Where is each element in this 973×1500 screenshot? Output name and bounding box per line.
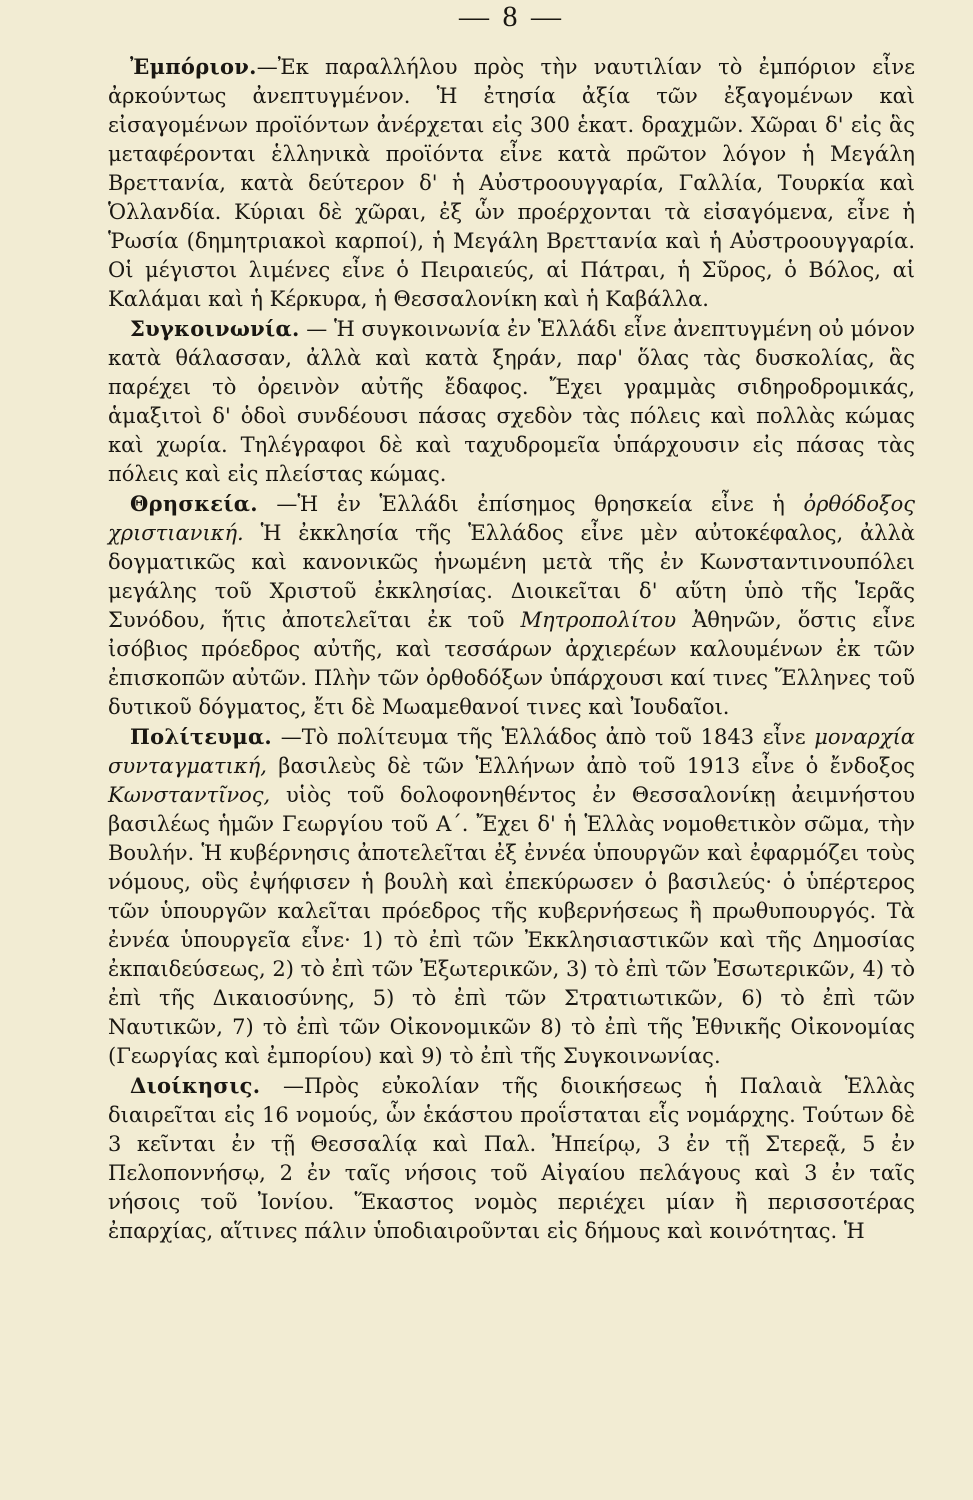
heading-dash: — — [276, 492, 298, 516]
section-body-part: Τὸ πολίτευμα τῆς Ἑλλάδος ἀπὸ τοῦ 1843 εἶνε — [301, 725, 815, 749]
emphasis-text: μοναρχία συνταγματική, — [108, 725, 915, 778]
section-heading: Θρησκεία. — [130, 491, 258, 516]
section-body-part: Ἀθηνῶν, ὅστις εἶνε ἰσόβιος πρόεδρος αὐτῆς, καὶ τεσσάρων ἀρχιερέων καλουμένων ἐκ τῶν ἐπισκοπῶν αὐτῶν. Πλὴν τῶν ὀρθοδόξων ὑπάρχουσι καί τινες Ἕλληνες τοῦ δυτικοῦ δόγματος, ἔτι δὲ Μωαμεθανοί τινες καὶ Ἰουδαῖοι. — [108, 608, 915, 719]
section-body-part: υἱὸς τοῦ δολοφονηθέντος ἐν Θεσσαλονίκῃ ἀειμνήστου βασιλέως ἡμῶν Γεωργίου τοῦ Α΄. Ἔχει δ' ἡ Ἑλλὰς νομοθετικὸν σῶμα, τὴν Βουλήν. Ἡ κυβέρνησις ἀποτελεῖται ἐξ ἐννέα ὑπουργῶν καὶ ἐφαρμόζει τοὺς νόμους, οὓς ἐψήφισεν ἡ βουλὴ καὶ ἐπεκύρωσεν ὁ βασιλεύς· ὁ ὑπέρτερος τῶν ὑπουργῶν καλεῖται πρόεδρος τῆς κυβερνήσεως ἢ πρωθυπουργός. Τὰ ἐννέα ὑπουργεῖα εἶνε· 1) τὸ ἐπὶ τῶν Ἐκκλησιαστικῶν καὶ τῆς Δημοσίας ἐκπαιδεύσεως, 2) τὸ ἐπὶ τῶν Ἐξωτερικῶν, 3) τὸ ἐπὶ τῶν Ἐσωτερικῶν, 4) τὸ ἐπὶ τῆς Δικαιοσύνης, 5) τὸ ἐπὶ τῶν Στρατιωτικῶν, 6) τὸ ἐπὶ τῶν Ναυτικῶν, 7) τὸ ἐπὶ τῶν Οἰκονομικῶν 8) τὸ ἐπὶ τῆς Ἐθνικῆς Οἰκονομίας (Γεωργίας καὶ ἐμπορίου) καὶ 9) τὸ ἐπὶ τῆς Συγκοινωνίας. — [108, 783, 915, 1068]
section-heading: Συγκοινωνία. — [130, 316, 300, 341]
heading-dash: — — [306, 317, 328, 341]
section-body-part: Ἡ ἐκκλησία τῆς Ἑλλάδος εἶνε μὲν αὐτοκέφαλος, ἀλλὰ δογματικῶς καὶ κανονικῶς ἡνωμένη μετὰ τῆς ἐν Κωνσταντινουπόλει μεγάλης τοῦ Χριστοῦ ἐκκλησίας. Διοικεῖται δ' αὕτη ὑπὸ τῆς Ἱερᾶς Συνόδου, ἥτις ἀποτελεῖται ἐκ τοῦ — [108, 521, 915, 632]
emphasis-text: Μητροπολίτου — [520, 608, 677, 632]
section-body-part: βασιλεὺς δὲ τῶν Ἑλλήνων ἀπὸ τοῦ 1913 εἶνε ὁ ἔνδοξος — [266, 754, 915, 778]
section-body: Ἐκ παραλλήλου πρὸς τὴν ναυτιλίαν τὸ ἐμπόριον εἶνε ἀρκούντως ἀνεπτυγμένον. Ἡ ἐτησία ἀξία τῶν ἐξαγομένων καὶ εἰσαγομένων προϊόντων ἀνέρχεται εἰς 300 ἑκατ. δραχμῶν. Χῶραι δ' εἰς ἃς μεταφέρονται ἑλληνικὰ προϊόντα εἶνε κατὰ πρῶτον λόγον ἡ Μεγάλη Βρεττανία, κατὰ δεύτερον δ' ἡ Αὐστροουγγαρία, Γαλλία, Τουρκία καὶ Ὁλλανδία. Κύριαι δὲ χῶραι, ἐξ ὧν προέρχονται τὰ εἰσαγόμενα, εἶνε ἡ Ῥωσία (δημητριακοὶ καρποί), ἡ Μεγάλη Βρεττανία καὶ ἡ Αὐστροουγγαρία. Οἱ μέγιστοι λιμένες εἶνε ὁ Πειραιεύς, αἱ Πάτραι, ἡ Σῦρος, ὁ Βόλος, αἱ Καλάμαι καὶ ἡ Κέρκυρα, ἡ Θεσσαλονίκη καὶ ἡ Καβάλλα. — [108, 55, 915, 311]
heading-dash: — — [256, 55, 278, 79]
section-emporion — [108, 52, 915, 314]
emphasis-text: ὀρθόδοξος χριστιανική. — [108, 492, 915, 545]
emphasis-text: Κωνσταντῖνος, — [108, 783, 271, 807]
section-heading: Διοίκησις. — [130, 1073, 261, 1098]
section-body-part: Ἡ ἐν Ἑλλάδι ἐπίσημος θρησκεία εἶνε ἡ — [297, 492, 804, 516]
section-threskeia — [108, 489, 915, 722]
section-dioikesis — [108, 1071, 915, 1246]
page-number: — 8 — — [459, 0, 564, 33]
section-body: Ἡ συγκοινωνία ἐν Ἑλλάδι εἶνε ἀνεπτυγμένη οὐ μόνον κατὰ θάλασσαν, ἀλλὰ καὶ κατὰ ξηράν, παρ' ὅλας τὰς δυσκολίας, ἃς παρέχει τὸ ὀρεινὸν αὐτῆς ἔδαφος. Ἔχει γραμμὰς σιδηροδρομικάς, ἁμαξιτοὶ δ' ὁδοὶ συνδέουσι πάσας σχεδὸν τὰς πόλεις καὶ πολλὰς κώμας καὶ χωρία. Τηλέγραφοι δὲ καὶ ταχυδρομεῖα ὑπάρχουσιν εἰς πάσας τὰς πόλεις καὶ εἰς πλείστας κώμας. — [108, 317, 915, 486]
heading-dash: — — [280, 725, 302, 749]
section-body: Πρὸς εὐκολίαν τῆς διοικήσεως ἡ Παλαιὰ Ἑλλὰς διαιρεῖται εἰς 16 νομούς, ὧν ἑκάστου προΐσταται εἷς νομάρχης. Τούτων δὲ 3 κεῖνται ἐν τῇ Θεσσαλίᾳ καὶ Παλ. Ἠπείρῳ, 3 ἐν τῇ Στερεᾷ, 5 ἐν Πελοποννήσῳ, 2 ἐν ταῖς νήσοις τοῦ Αἰγαίου πελάγους καὶ 3 ἐν ταῖς νήσοις τοῦ Ἰονίου. Ἕκαστος νομὸς περιέχει μίαν ἢ περισσοτέρας ἐπαρχίας, αἵτινες πάλιν ὑποδιαιροῦνται εἰς δήμους καὶ κοινότητας. Ἡ — [108, 1074, 915, 1243]
section-politeuma — [108, 722, 915, 1071]
section-synkoinonia — [108, 314, 915, 489]
heading-dash: — — [282, 1074, 304, 1098]
section-heading: Ἐμπόριον. — [130, 54, 257, 79]
section-heading: Πολίτευμα. — [130, 724, 273, 749]
